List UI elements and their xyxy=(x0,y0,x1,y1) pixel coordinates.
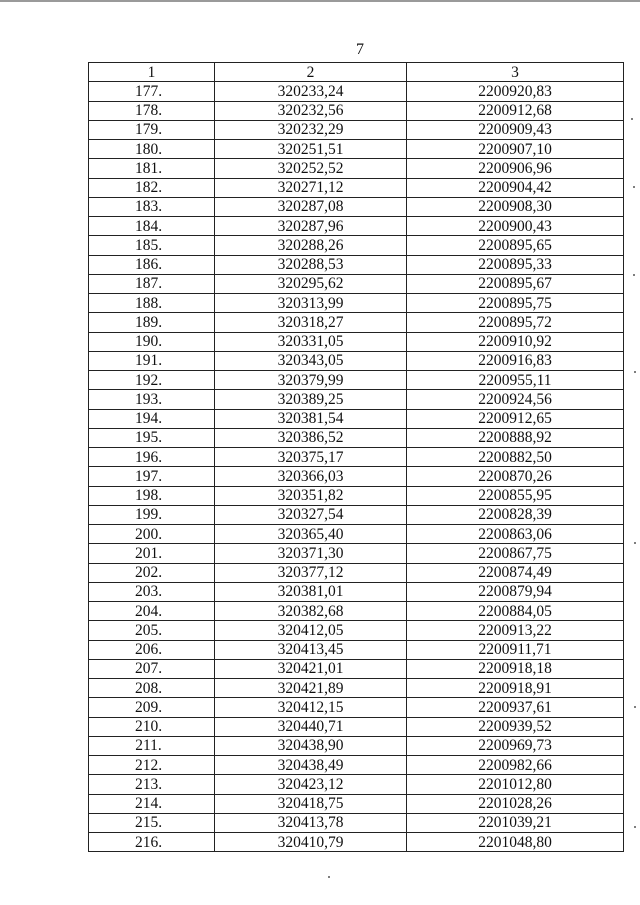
x-coordinate-cell: 320232,29 xyxy=(215,120,407,139)
x-coordinate-cell: 320288,26 xyxy=(215,236,407,255)
row-number-cell: 193. xyxy=(89,390,215,409)
x-coordinate-cell: 320288,53 xyxy=(215,255,407,274)
y-coordinate-cell: 2201028,26 xyxy=(407,794,624,813)
x-coordinate-cell: 320232,56 xyxy=(215,101,407,120)
x-coordinate-cell: 320412,05 xyxy=(215,621,407,640)
x-coordinate-cell: 320318,27 xyxy=(215,313,407,332)
x-coordinate-cell: 320421,89 xyxy=(215,679,407,698)
row-number-cell: 198. xyxy=(89,486,215,505)
x-coordinate-cell: 320287,96 xyxy=(215,217,407,236)
table-row xyxy=(89,371,624,390)
y-coordinate-cell: 2200879,94 xyxy=(407,582,624,601)
x-coordinate-cell: 320381,54 xyxy=(215,409,407,428)
table-row xyxy=(89,544,624,563)
y-coordinate-cell: 2200910,92 xyxy=(407,332,624,351)
table-row xyxy=(89,313,624,332)
y-coordinate-cell: 2200909,43 xyxy=(407,120,624,139)
y-coordinate-cell: 2200907,10 xyxy=(407,140,624,159)
x-coordinate-cell: 320365,40 xyxy=(215,525,407,544)
y-coordinate-cell: 2200884,05 xyxy=(407,602,624,621)
y-coordinate-cell: 2201039,21 xyxy=(407,813,624,832)
table-row xyxy=(89,274,624,293)
table-header-row xyxy=(89,63,624,82)
row-number-cell: 213. xyxy=(89,775,215,794)
table-row xyxy=(89,178,624,197)
scan-speck xyxy=(633,186,635,188)
table-row xyxy=(89,833,624,852)
y-coordinate-cell: 2200918,91 xyxy=(407,679,624,698)
table-body xyxy=(89,82,624,852)
x-coordinate-cell: 320438,49 xyxy=(215,756,407,775)
row-number-cell: 216. xyxy=(89,833,215,852)
x-coordinate-cell: 320421,01 xyxy=(215,659,407,678)
row-number-cell: 188. xyxy=(89,294,215,313)
scan-speck xyxy=(634,706,636,708)
row-number-cell: 204. xyxy=(89,602,215,621)
row-number-cell: 194. xyxy=(89,409,215,428)
row-number-cell: 178. xyxy=(89,101,215,120)
table-row xyxy=(89,236,624,255)
y-coordinate-cell: 2200911,71 xyxy=(407,640,624,659)
table-row xyxy=(89,486,624,505)
x-coordinate-cell: 320295,62 xyxy=(215,274,407,293)
page-number: 7 xyxy=(356,41,364,58)
y-coordinate-cell: 2200900,43 xyxy=(407,217,624,236)
x-coordinate-cell: 320327,54 xyxy=(215,505,407,524)
scan-speck xyxy=(634,542,636,544)
row-number-cell: 177. xyxy=(89,82,215,101)
y-coordinate-cell: 2200895,33 xyxy=(407,255,624,274)
y-coordinate-cell: 2200906,96 xyxy=(407,159,624,178)
table-row xyxy=(89,621,624,640)
x-coordinate-cell: 320413,78 xyxy=(215,813,407,832)
table-row xyxy=(89,717,624,736)
x-coordinate-cell: 320233,24 xyxy=(215,82,407,101)
y-coordinate-cell: 2200939,52 xyxy=(407,717,624,736)
row-number-cell: 186. xyxy=(89,255,215,274)
y-coordinate-cell: 2200924,56 xyxy=(407,390,624,409)
table-row xyxy=(89,159,624,178)
y-coordinate-cell: 2200912,65 xyxy=(407,409,624,428)
table-row xyxy=(89,82,624,101)
table-row xyxy=(89,390,624,409)
row-number-cell: 214. xyxy=(89,794,215,813)
row-number-cell: 182. xyxy=(89,178,215,197)
y-coordinate-cell: 2200882,50 xyxy=(407,448,624,467)
row-number-cell: 179. xyxy=(89,120,215,139)
y-coordinate-cell: 2200955,11 xyxy=(407,371,624,390)
table-row xyxy=(89,255,624,274)
y-coordinate-cell: 2200895,65 xyxy=(407,236,624,255)
y-coordinate-cell: 2200855,95 xyxy=(407,486,624,505)
y-coordinate-cell: 2200904,42 xyxy=(407,178,624,197)
row-number-cell: 197. xyxy=(89,467,215,486)
table-row xyxy=(89,525,624,544)
x-coordinate-cell: 320377,12 xyxy=(215,563,407,582)
y-coordinate-cell: 2200874,49 xyxy=(407,563,624,582)
x-coordinate-cell: 320440,71 xyxy=(215,717,407,736)
x-coordinate-cell: 320386,52 xyxy=(215,428,407,447)
row-number-cell: 215. xyxy=(89,813,215,832)
y-coordinate-cell: 2200888,92 xyxy=(407,428,624,447)
table-row xyxy=(89,428,624,447)
row-number-cell: 189. xyxy=(89,313,215,332)
column-header-3: 3 xyxy=(407,63,624,82)
table-row xyxy=(89,505,624,524)
x-coordinate-cell: 320287,08 xyxy=(215,197,407,216)
table-row xyxy=(89,775,624,794)
row-number-cell: 211. xyxy=(89,736,215,755)
table-row xyxy=(89,448,624,467)
row-number-cell: 181. xyxy=(89,159,215,178)
table-row xyxy=(89,582,624,601)
x-coordinate-cell: 320412,15 xyxy=(215,698,407,717)
y-coordinate-cell: 2200870,26 xyxy=(407,467,624,486)
table-row xyxy=(89,794,624,813)
x-coordinate-cell: 320423,12 xyxy=(215,775,407,794)
row-number-cell: 212. xyxy=(89,756,215,775)
y-coordinate-cell: 2201048,80 xyxy=(407,833,624,852)
top-rule xyxy=(0,0,640,2)
y-coordinate-cell: 2200895,72 xyxy=(407,313,624,332)
table-row xyxy=(89,332,624,351)
y-coordinate-cell: 2201012,80 xyxy=(407,775,624,794)
table-row xyxy=(89,217,624,236)
row-number-cell: 187. xyxy=(89,274,215,293)
row-number-cell: 191. xyxy=(89,351,215,370)
x-coordinate-cell: 320351,82 xyxy=(215,486,407,505)
row-number-cell: 207. xyxy=(89,659,215,678)
row-number-cell: 203. xyxy=(89,582,215,601)
row-number-cell: 205. xyxy=(89,621,215,640)
table-row xyxy=(89,679,624,698)
table-row xyxy=(89,640,624,659)
row-number-cell: 192. xyxy=(89,371,215,390)
row-number-cell: 184. xyxy=(89,217,215,236)
row-number-cell: 196. xyxy=(89,448,215,467)
table-row xyxy=(89,813,624,832)
x-coordinate-cell: 320366,03 xyxy=(215,467,407,486)
table-row xyxy=(89,351,624,370)
y-coordinate-cell: 2200895,75 xyxy=(407,294,624,313)
scan-speck xyxy=(631,118,633,120)
y-coordinate-cell: 2200863,06 xyxy=(407,525,624,544)
table-row xyxy=(89,467,624,486)
x-coordinate-cell: 320252,52 xyxy=(215,159,407,178)
x-coordinate-cell: 320379,99 xyxy=(215,371,407,390)
x-coordinate-cell: 320389,25 xyxy=(215,390,407,409)
x-coordinate-cell: 320410,79 xyxy=(215,833,407,852)
row-number-cell: 200. xyxy=(89,525,215,544)
table-row xyxy=(89,197,624,216)
y-coordinate-cell: 2200918,18 xyxy=(407,659,624,678)
scan-speck xyxy=(633,274,635,276)
x-coordinate-cell: 320313,99 xyxy=(215,294,407,313)
table-row xyxy=(89,101,624,120)
table-row xyxy=(89,120,624,139)
column-header-1: 1 xyxy=(89,63,215,82)
x-coordinate-cell: 320375,17 xyxy=(215,448,407,467)
x-coordinate-cell: 320331,05 xyxy=(215,332,407,351)
scan-speck xyxy=(328,876,330,878)
row-number-cell: 201. xyxy=(89,544,215,563)
y-coordinate-cell: 2200895,67 xyxy=(407,274,624,293)
table-row xyxy=(89,409,624,428)
table-row xyxy=(89,659,624,678)
row-number-cell: 180. xyxy=(89,140,215,159)
table-row xyxy=(89,736,624,755)
row-number-cell: 210. xyxy=(89,717,215,736)
row-number-cell: 208. xyxy=(89,679,215,698)
y-coordinate-cell: 2200916,83 xyxy=(407,351,624,370)
row-number-cell: 195. xyxy=(89,428,215,447)
x-coordinate-cell: 320381,01 xyxy=(215,582,407,601)
column-header-2: 2 xyxy=(215,63,407,82)
x-coordinate-cell: 320371,30 xyxy=(215,544,407,563)
coordinates-table xyxy=(88,62,624,852)
row-number-cell: 199. xyxy=(89,505,215,524)
table-row xyxy=(89,563,624,582)
x-coordinate-cell: 320271,12 xyxy=(215,178,407,197)
row-number-cell: 206. xyxy=(89,640,215,659)
y-coordinate-cell: 2200982,66 xyxy=(407,756,624,775)
y-coordinate-cell: 2200828,39 xyxy=(407,505,624,524)
y-coordinate-cell: 2200867,75 xyxy=(407,544,624,563)
row-number-cell: 202. xyxy=(89,563,215,582)
x-coordinate-cell: 320418,75 xyxy=(215,794,407,813)
table-row xyxy=(89,140,624,159)
x-coordinate-cell: 320382,68 xyxy=(215,602,407,621)
scan-speck xyxy=(634,826,636,828)
y-coordinate-cell: 2200969,73 xyxy=(407,736,624,755)
table-row xyxy=(89,756,624,775)
row-number-cell: 185. xyxy=(89,236,215,255)
y-coordinate-cell: 2200937,61 xyxy=(407,698,624,717)
x-coordinate-cell: 320413,45 xyxy=(215,640,407,659)
row-number-cell: 209. xyxy=(89,698,215,717)
x-coordinate-cell: 320343,05 xyxy=(215,351,407,370)
row-number-cell: 183. xyxy=(89,197,215,216)
scan-speck xyxy=(634,371,636,373)
y-coordinate-cell: 2200920,83 xyxy=(407,82,624,101)
y-coordinate-cell: 2200912,68 xyxy=(407,101,624,120)
table-row xyxy=(89,602,624,621)
x-coordinate-cell: 320251,51 xyxy=(215,140,407,159)
x-coordinate-cell: 320438,90 xyxy=(215,736,407,755)
y-coordinate-cell: 2200913,22 xyxy=(407,621,624,640)
y-coordinate-cell: 2200908,30 xyxy=(407,197,624,216)
row-number-cell: 190. xyxy=(89,332,215,351)
table-row xyxy=(89,294,624,313)
table-row xyxy=(89,698,624,717)
